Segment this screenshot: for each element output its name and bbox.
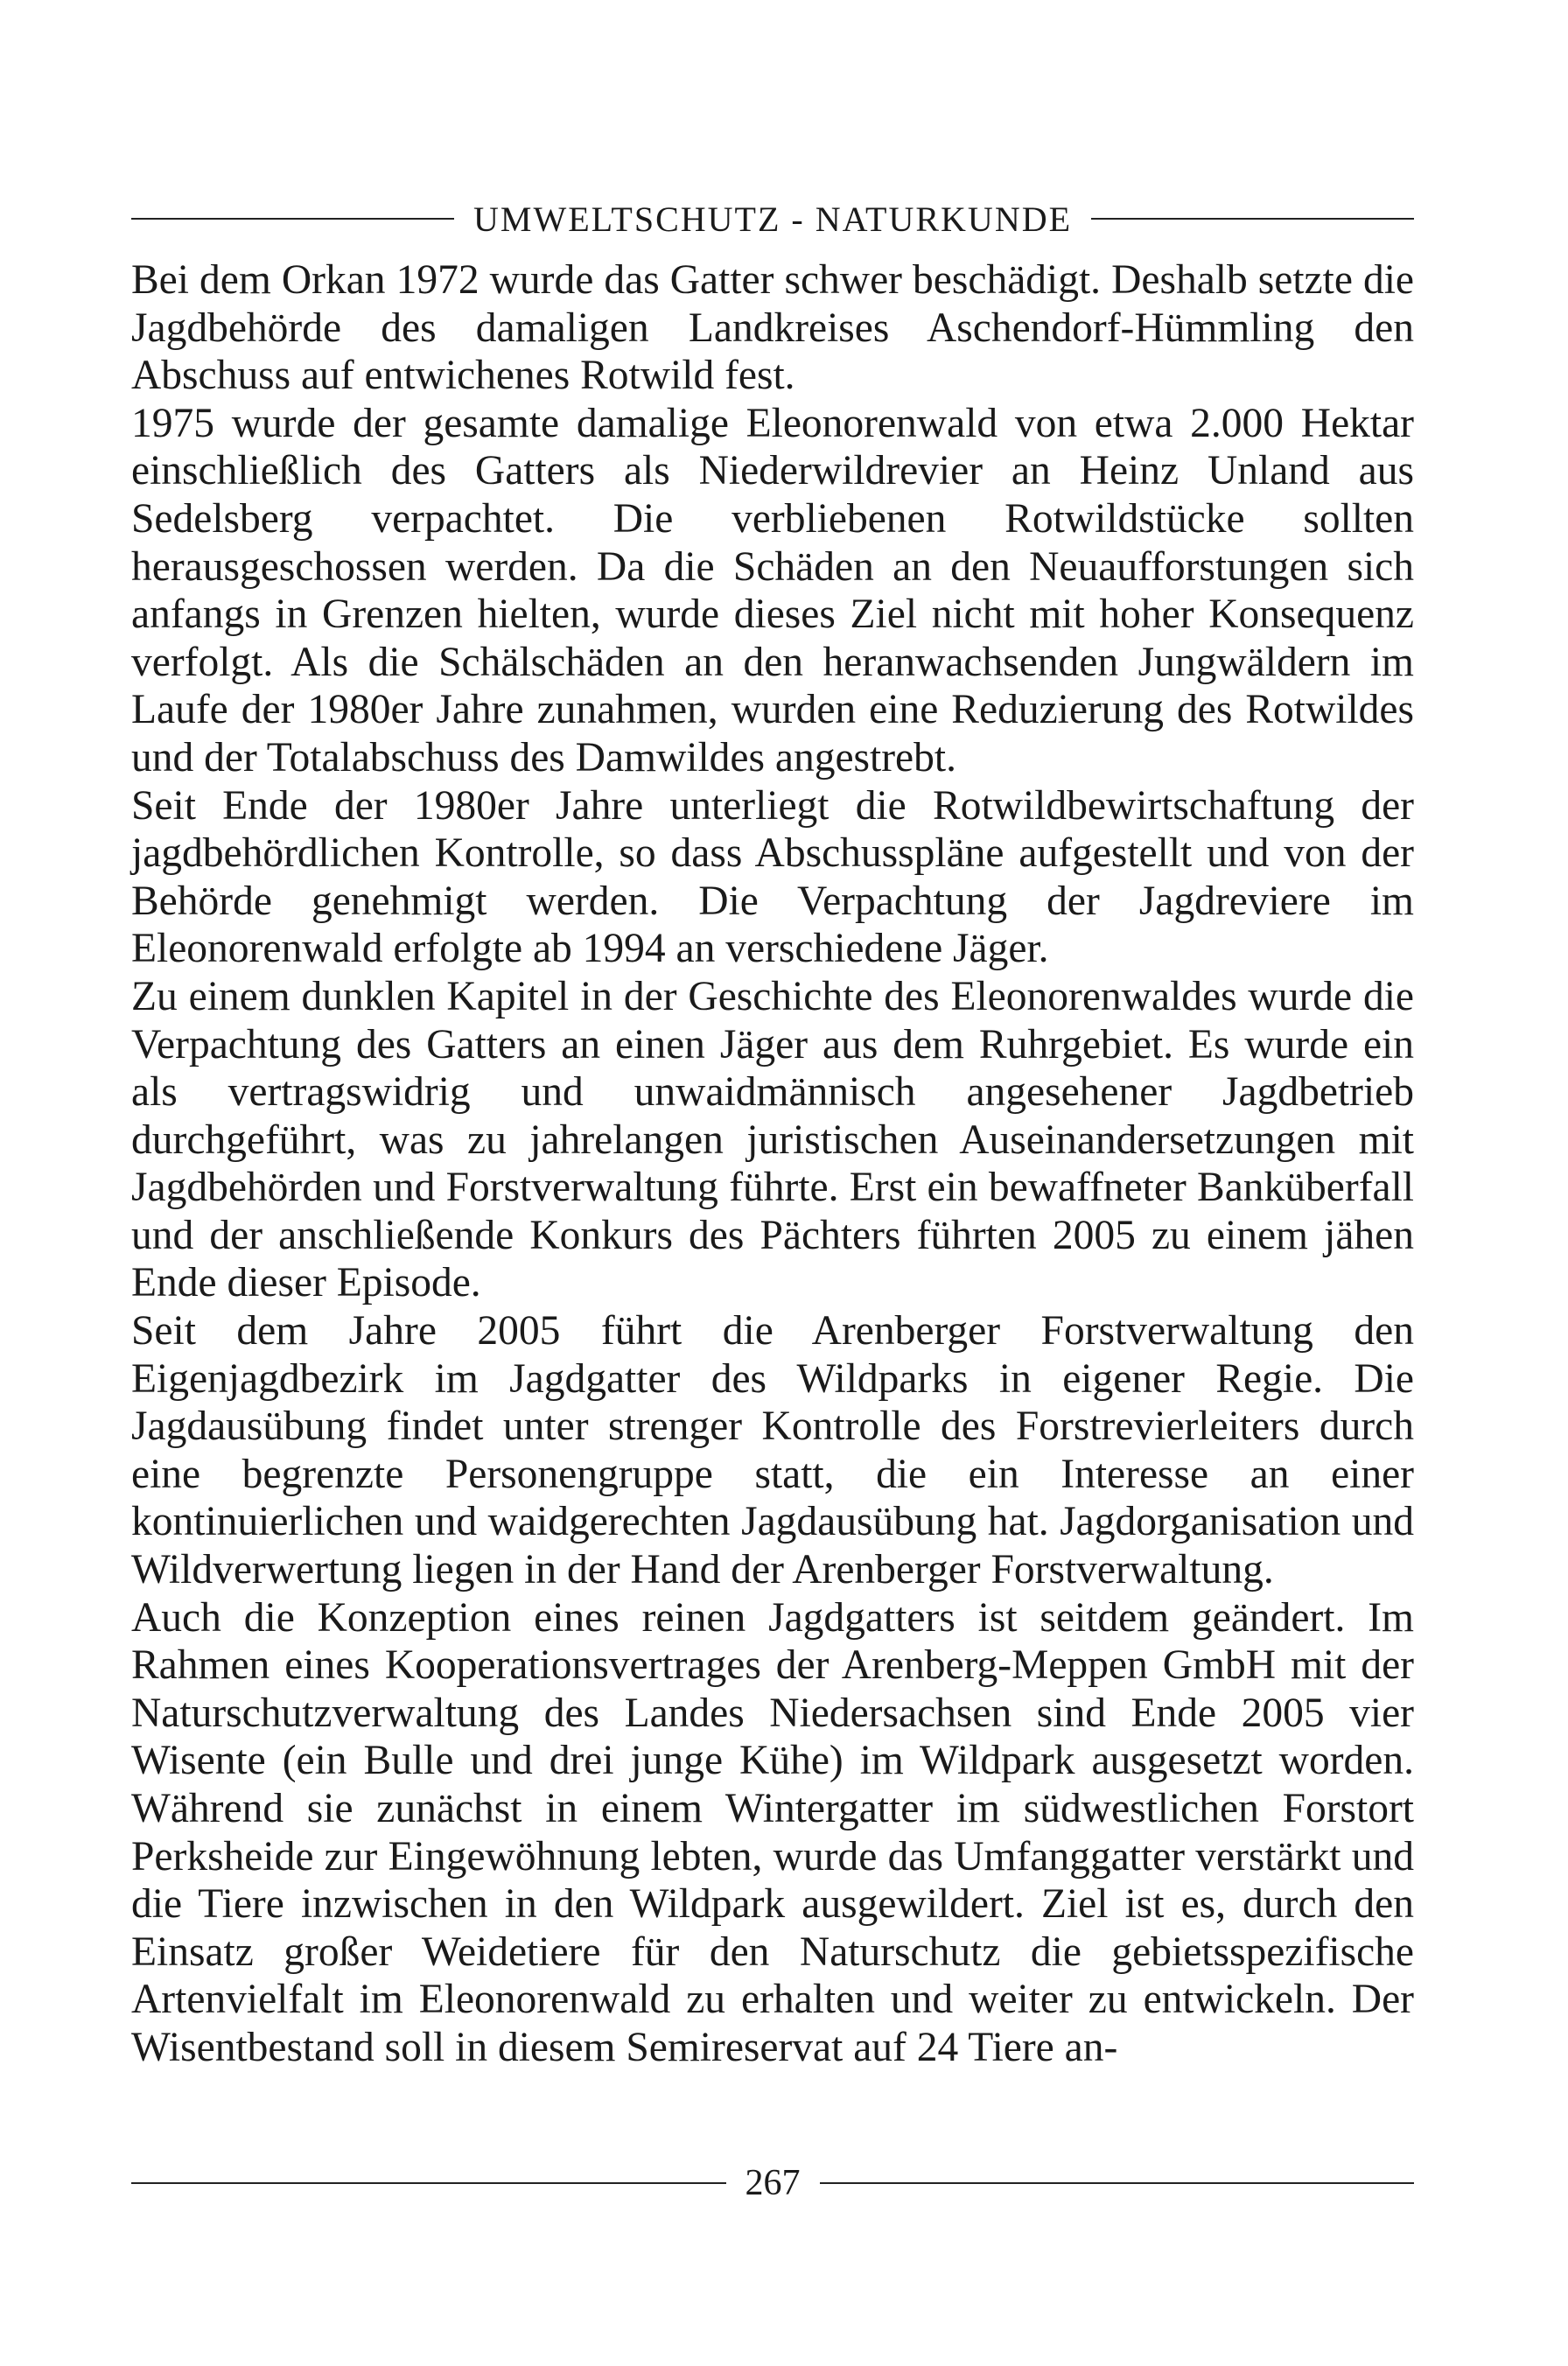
paragraph: Seit Ende der 1980er Jahre unterliegt die Rotwildbewirtschaftung der jagdbehördlichen Kontrolle, so dass Abschusspläne aufgestellt und von der Behörde genehmigt werden. Die Verpachtung der Jagdreviere im Eleonorenwald erfolgte ab 1994 an verschiedene Jäger. <box>131 782 1414 972</box>
footer-rule-left <box>131 2182 726 2184</box>
running-header-title: UMWELTSCHUTZ - NATURKUNDE <box>472 199 1073 239</box>
header-rule-right <box>1091 218 1414 220</box>
paragraph: Zu einem dunklen Kapitel in der Geschichte des Eleonorenwaldes wurde die Verpachtung des Gatters an einen Jäger aus dem Ruhrgebiet. Es wurde ein als vertragswidrig und unwaidmännisch angesehener Jagdbetrieb durchgeführt, was zu jahrelangen juristischen Auseinandersetzungen mit Jagdbehörden und Forstverwaltung führte. Erst ein bewaffneter Banküberfall und der anschließende Konkurs des Pächters führten 2005 zu einem jähen Ende dieser Episode. <box>131 973 1414 1306</box>
body-text <box>131 256 1414 2072</box>
header-rule-left <box>131 218 454 220</box>
paragraph: Seit dem Jahre 2005 führt die Arenberger Forstverwaltung den Eigenjagdbezirk im Jagdgatter des Wildparks in eigener Regie. Die Jagdausübung findet unter strenger Kontrolle des Forstrevierleiters durch eine begrenzte Personengruppe statt, die ein Interesse an einer kontinuierlichen und waidgerechten Jagdausübung hat. Jagdorganisation und Wildverwertung liegen in der Hand der Arenberger Forstverwaltung. <box>131 1308 1414 1593</box>
footer-rule-right <box>820 2182 1415 2184</box>
page-number: 267 <box>745 2163 801 2203</box>
running-header <box>131 188 1414 249</box>
paragraph: 1975 wurde der gesamte damalige Eleonorenwald von etwa 2.000 Hektar einschließlich des Gatters als Niederwildrevier an Heinz Unland aus Sedelsberg verpachtet. Die verbliebenen Rotwildstücke sollten herausgeschossen werden. Da die Schäden an den Neuaufforstungen sich anfangs in Grenzen hielten, wurde dieses Ziel nicht mit hoher Konsequenz verfolgt. Als die Schälschäden an den heranwachsenden Jungwäldern im Laufe der 1980er Jahre zunahmen, wurden eine Reduzierung des Rotwildes und der Totalabschuss des Damwildes angestrebt. <box>131 400 1414 780</box>
page-footer <box>131 2152 1414 2214</box>
paragraph: Bei dem Orkan 1972 wurde das Gatter schwer beschädigt. Deshalb setzte die Jagdbehörde des damaligen Landkreises Aschendorf-Hümmling den Abschuss auf entwichenes Rotwild fest. <box>131 257 1414 399</box>
paragraph: Auch die Konzeption eines reinen Jagdgatters ist seitdem geändert. Im Rahmen eines Kooperationsvertrages der Arenberg-Meppen GmbH mit der Naturschutzverwaltung des Landes Niedersachsen sind Ende 2005 vier Wisente (ein Bulle und drei junge Kühe) im Wildpark ausgesetzt worden. Während sie zunächst in einem Wintergatter im südwestlichen Forstort Perksheide zur Eingewöhnung lebten, wurde das Umfanggatter verstärkt und die Tiere inzwischen in den Wildpark ausgewildert. Ziel ist es, durch den Einsatz großer Weidetiere für den Naturschutz die gebietsspezifische Artenvielfalt im Eleonorenwald zu erhalten und weiter zu entwickeln. Der Wisentbestand soll in diesem Semireservat auf 24 Tiere an- <box>131 1594 1414 2070</box>
book-page <box>131 188 1414 2203</box>
